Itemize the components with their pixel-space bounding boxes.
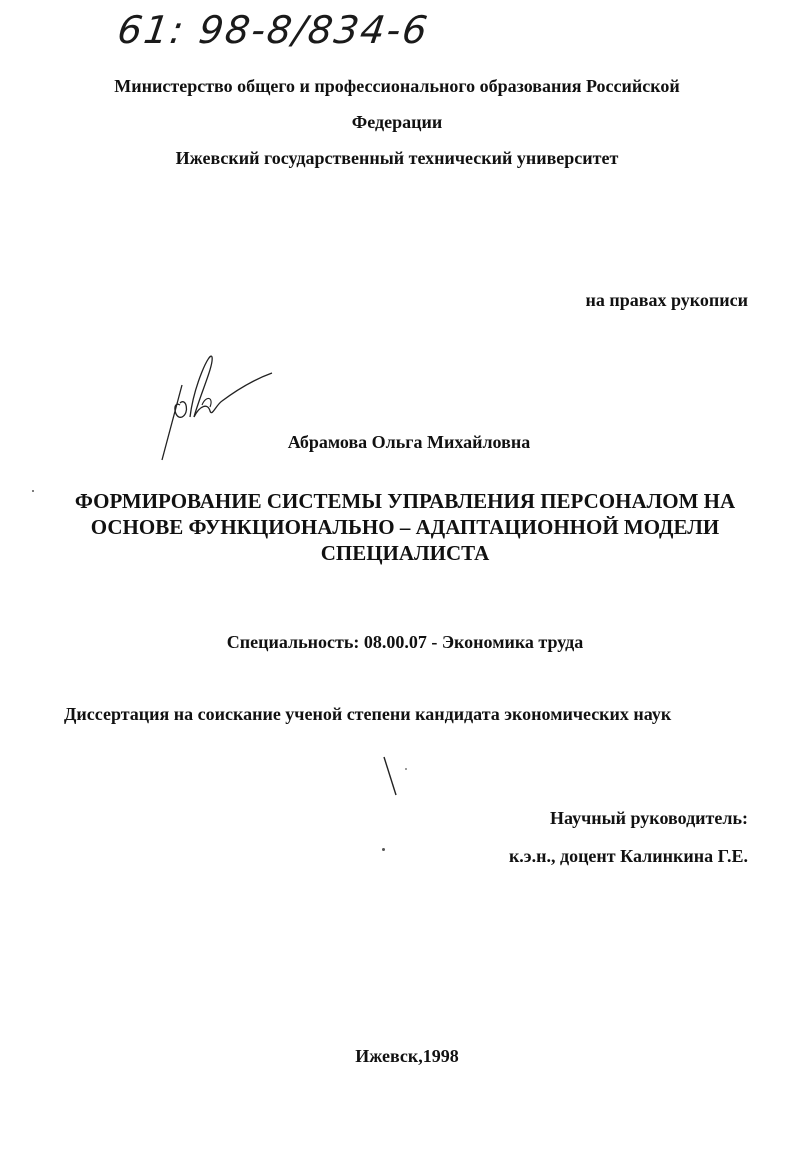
specialty: Специальность: 08.00.07 - Экономика труда [226,632,584,652]
place-year: Ижевск,1998 [355,1046,459,1066]
title-line-2: ОСНОВЕ ФУНКЦИОНАЛЬНО – АДАПТАЦИОННОЙ МОДЕЛИ [90,515,720,539]
pen-stroke-icon [378,755,408,800]
manuscript-note: на правах рукописи [585,290,748,310]
author-name: Абрамова Ольга Михайловна [287,432,531,452]
archive-code: 61: 98-8/834-6 [114,8,432,52]
scan-speck [32,490,34,492]
dissertation-title [40,488,770,566]
title-line-3: СПЕЦИАЛИСТА [320,541,490,565]
dissertation-type: Диссертация на соискание ученой степени кандидата экономических наук [64,704,672,724]
advisor-label: Научный руководитель: [550,808,748,828]
scan-speck [382,848,385,851]
advisor-name: к.э.н., доцент Калинкина Г.Е. [508,846,748,866]
university-name: Ижевский государственный технический университет [175,148,619,168]
ministry-line-1: Министерство общего и профессионального образования Российской [114,76,680,96]
title-line-1: ФОРМИРОВАНИЕ СИСТЕМЫ УПРАВЛЕНИЯ ПЕРСОНАЛОМ НА [74,489,736,513]
ministry-line-2: Федерации [351,112,443,132]
